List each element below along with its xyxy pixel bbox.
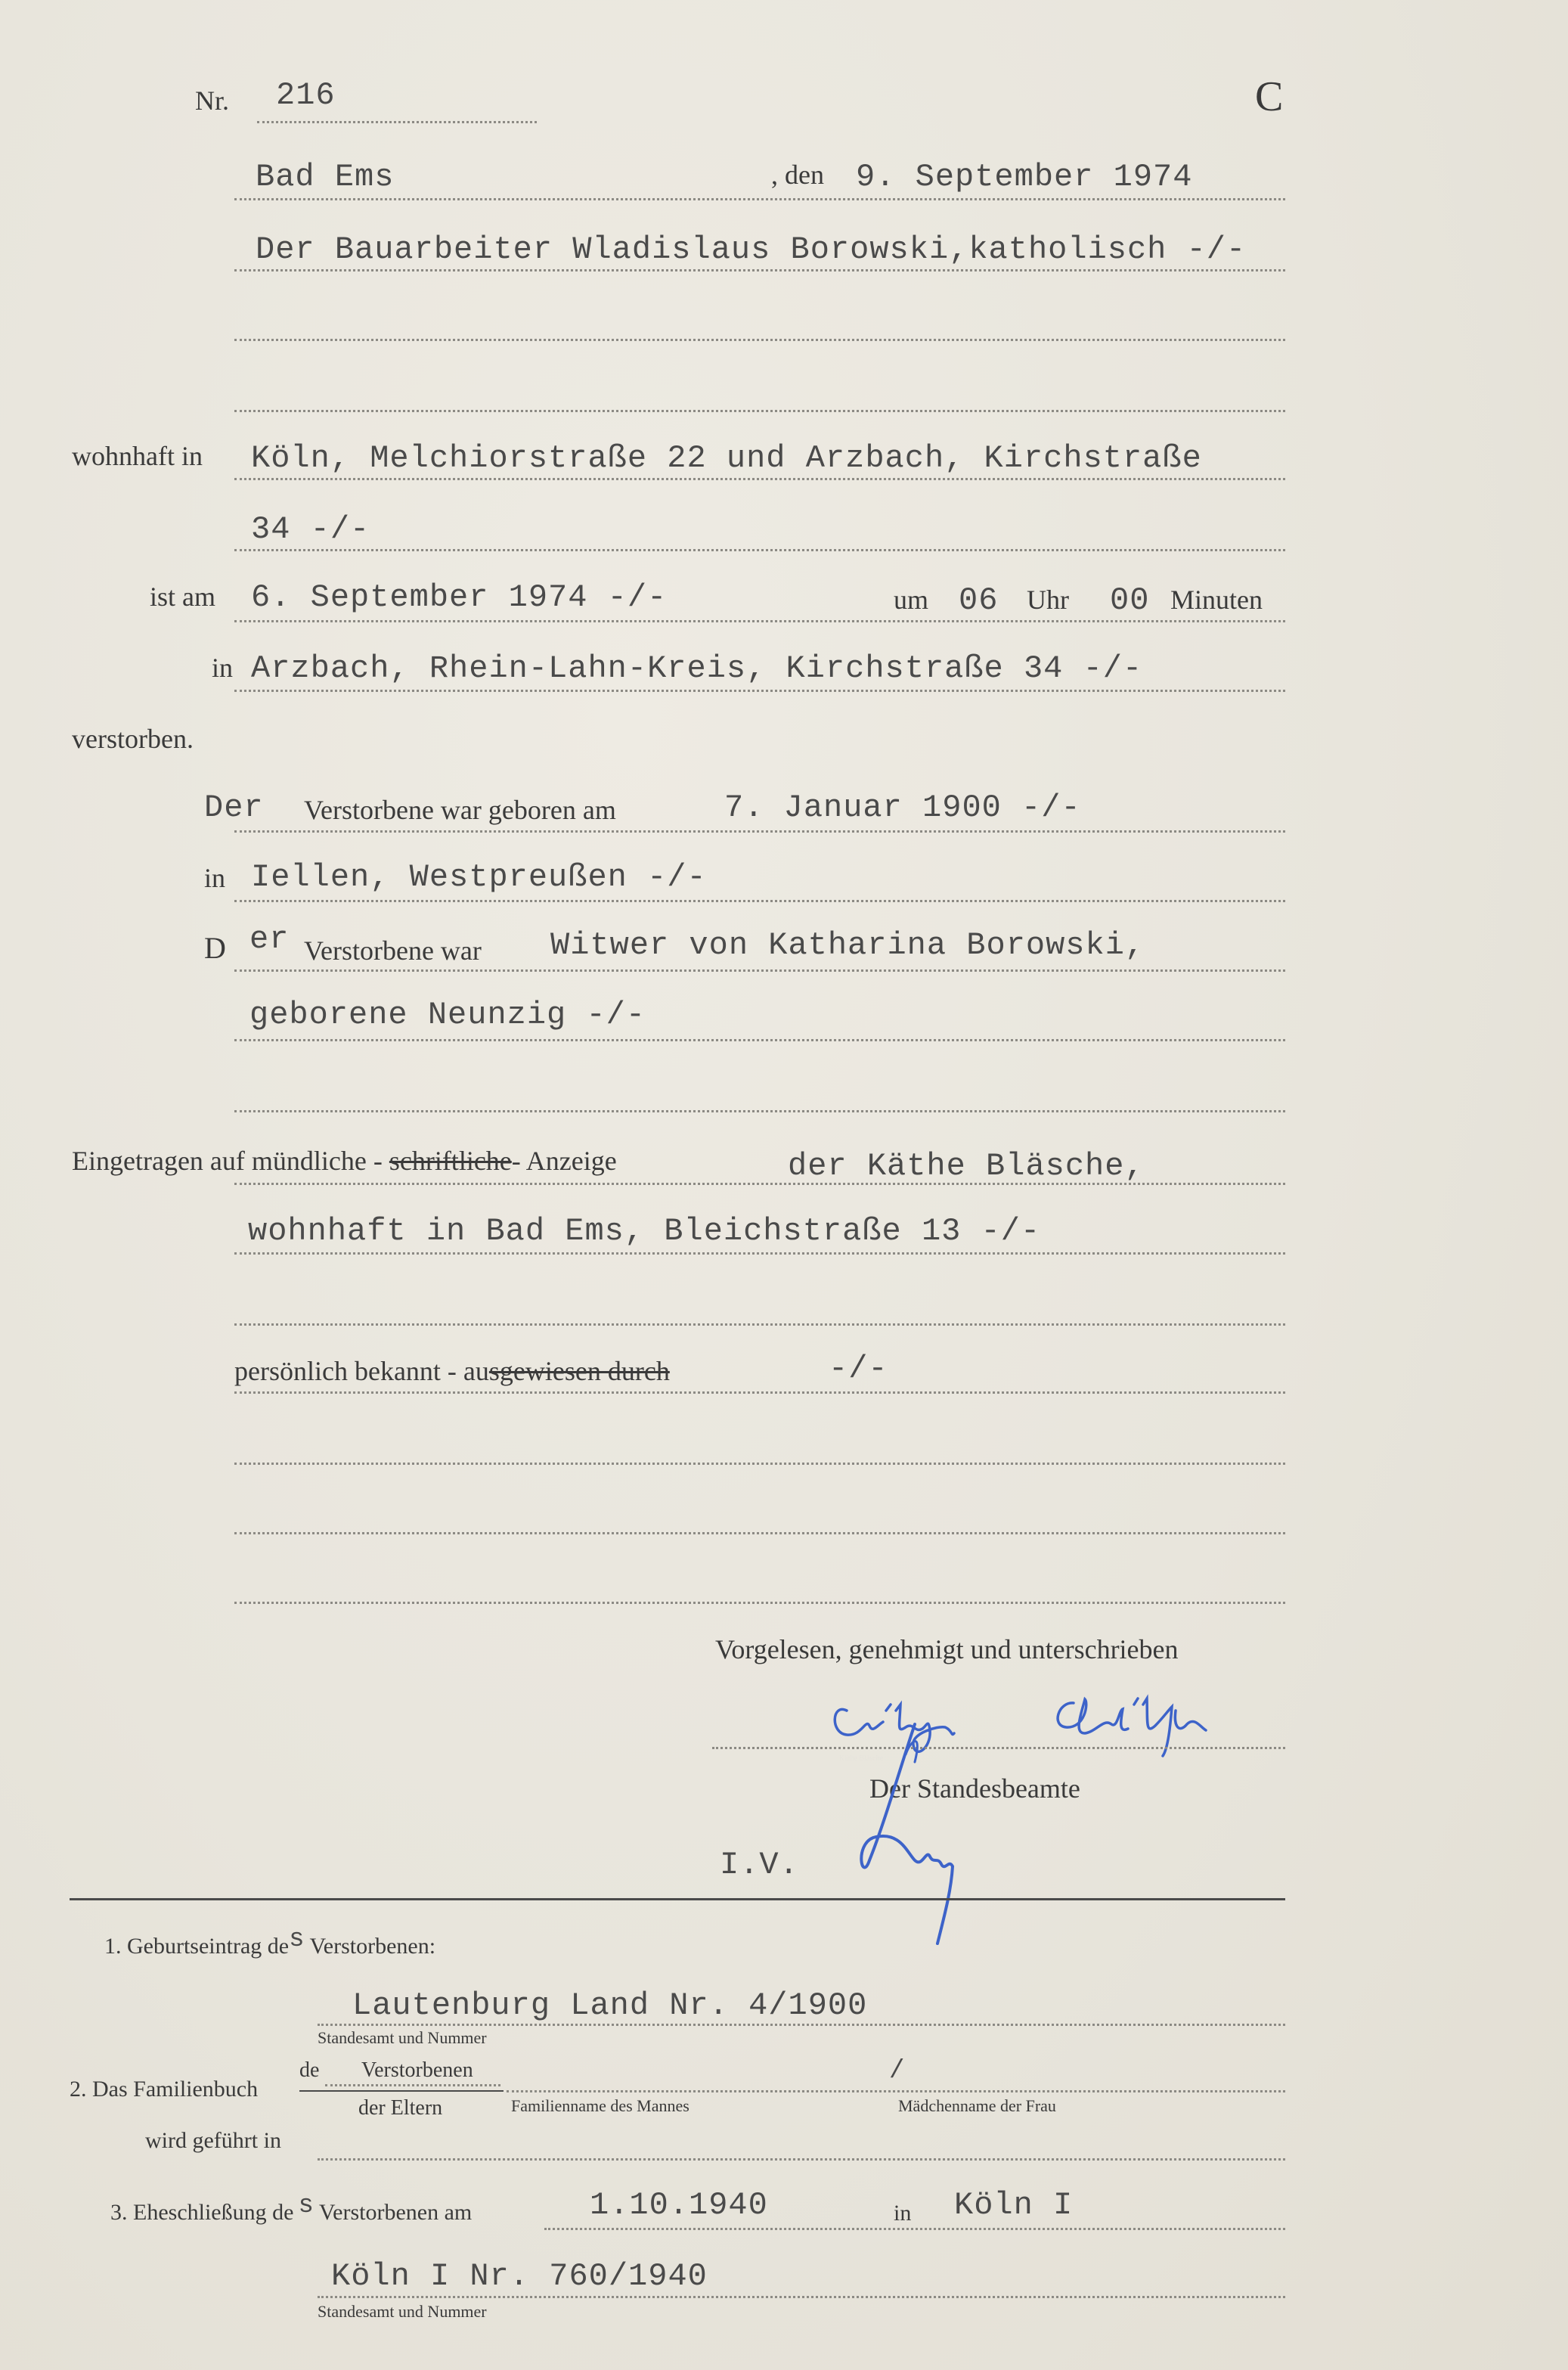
identification-value: -/- [829, 1351, 888, 1387]
person-line-2 [234, 339, 1285, 341]
registry-place: Bad Ems [256, 159, 395, 195]
marriage-date: 1.10.1940 [590, 2187, 768, 2223]
iv-label: I.V. [720, 1847, 799, 1883]
informant-label [72, 1145, 617, 1177]
death-place-line [234, 690, 1285, 692]
identification-prefix: persönlich bekannt - au [234, 1356, 489, 1386]
marital-d-label: D [204, 931, 226, 965]
informant-line-1 [234, 1183, 1285, 1185]
approved-label: Vorgelesen, genehmigt und unterschrieben [715, 1634, 1179, 1664]
maiden-name-caption: Mädchenname der Frau [898, 2096, 1056, 2115]
identification-label [234, 1355, 670, 1387]
residence-value-1: Köln, Melchiorstraße 22 und Arzbach, Kirchstraße [251, 440, 1202, 476]
marriage-mid: Verstorbenen am [318, 2200, 473, 2225]
residence-line-1 [234, 478, 1285, 480]
marriage-s: s [298, 2192, 314, 2220]
marital-label: Verstorbene war [304, 935, 482, 966]
um-label: um [894, 585, 929, 615]
date-line [234, 198, 1285, 200]
informant-address: wohnhaft in Bad Ems, Bleichstraße 13 -/- [248, 1213, 1041, 1249]
family-book-label: 2. Das Familienbuch [70, 2077, 259, 2102]
marriage-prefix: 3. Eheschließung de [110, 2200, 294, 2225]
marriage-line [544, 2228, 1285, 2230]
marriage-registry-value: Köln I Nr. 760/1940 [331, 2258, 708, 2294]
family-book-verstorbenen: Verstorbenen [361, 2058, 473, 2082]
death-date: 6. September 1974 -/- [251, 579, 668, 616]
residence-label: wohnhaft in [72, 441, 203, 471]
family-book-line [507, 2090, 1285, 2092]
ist-am-label: ist am [150, 582, 215, 612]
birth-place: Iellen, Westpreußen -/- [251, 859, 707, 895]
informant-label-prefix: Eingetragen auf mündliche - [72, 1146, 383, 1176]
birth-date: 7. Januar 1900 -/- [724, 789, 1081, 826]
family-book-dotline [325, 2084, 500, 2086]
marriage-registry-line [318, 2296, 1285, 2298]
minuten-label: Minuten [1170, 585, 1263, 615]
informant-name: der Käthe Bläsche, [788, 1148, 1145, 1184]
official-signature [839, 1709, 990, 1951]
den-label: , den [771, 160, 824, 190]
signature-line [712, 1747, 1285, 1749]
birth-entry-s: s [289, 1925, 305, 1954]
death-hour: 06 [959, 582, 999, 619]
death-place: Arzbach, Rhein-Lahn-Kreis, Kirchstraße 34 -/- [251, 650, 1143, 687]
family-name-caption: Familienname des Mannes [511, 2096, 689, 2115]
marriage-label [110, 2192, 473, 2228]
death-minutes: 00 [1110, 582, 1150, 619]
marital-value-2: geborene Neunzig -/- [249, 997, 646, 1033]
marital-line-3 [234, 1110, 1285, 1112]
registry-date: 9. September 1974 [856, 159, 1193, 195]
birth-entry-label [104, 1925, 436, 1962]
form-letter: C [1255, 73, 1284, 120]
verstorben-label: verstorben. [72, 724, 194, 754]
informant-line-3 [234, 1323, 1285, 1326]
der-typed: Der [204, 789, 264, 826]
wird-gefuehrt-label: wird geführt in [145, 2128, 281, 2153]
nr-label: Nr. [195, 85, 229, 116]
birth-entry-prefix: 1. Geburtseintrag de [104, 1934, 290, 1959]
wird-gefuehrt-line [318, 2158, 1285, 2161]
identification-line-4 [234, 1602, 1285, 1604]
identification-struck: sgewiesen durch [488, 1356, 670, 1386]
birth-in-label: in [204, 863, 226, 893]
birth-label: Verstorbene war geboren am [304, 795, 616, 825]
family-book-de: de [299, 2058, 320, 2082]
birth-entry-line [318, 2024, 1285, 2026]
record-number: 216 [276, 77, 336, 113]
birth-entry-value: Lautenburg Land Nr. 4/1900 [352, 1987, 868, 2024]
deceased-description: Der Bauarbeiter Wladislaus Borowski,katholisch -/- [256, 231, 1247, 268]
section-divider [70, 1898, 1285, 1900]
identification-line-1 [234, 1391, 1285, 1394]
official-label: Der Standesbeamte [869, 1773, 1080, 1804]
informant-line-2 [234, 1252, 1285, 1255]
nr-line [257, 121, 537, 123]
marriage-registry-caption: Standesamt und Nummer [318, 2302, 487, 2321]
family-book-eltern: der Eltern [358, 2096, 443, 2120]
marital-value-1: Witwer von Katharina Borowski, [550, 927, 1145, 963]
uhr-label: Uhr [1027, 585, 1069, 615]
marital-line-1 [234, 969, 1285, 972]
birth-date-line [234, 830, 1285, 833]
marriage-in-label: in [894, 2201, 912, 2226]
person-line-1 [234, 269, 1285, 271]
birth-registry-caption: Standesamt und Nummer [318, 2028, 487, 2047]
death-in-label: in [212, 653, 234, 683]
birth-entry-suffix: Verstorbenen: [309, 1934, 436, 1959]
informant-label-struck: schriftliche [389, 1146, 512, 1176]
identification-line-3 [234, 1532, 1285, 1534]
residence-line-2 [234, 549, 1285, 551]
identification-line-2 [234, 1463, 1285, 1465]
informant-label-suffix: - Anzeige [511, 1146, 617, 1176]
marriage-place: Köln I [954, 2187, 1074, 2223]
family-book-fraction-line [299, 2090, 504, 2092]
marital-line-2 [234, 1039, 1285, 1041]
birth-place-line [234, 900, 1285, 902]
family-book-slash: / [889, 2057, 905, 2086]
person-line-3 [234, 410, 1285, 412]
death-date-line [234, 620, 1285, 622]
marital-er-typed: er [249, 921, 290, 957]
residence-value-2: 34 -/- [251, 511, 370, 548]
